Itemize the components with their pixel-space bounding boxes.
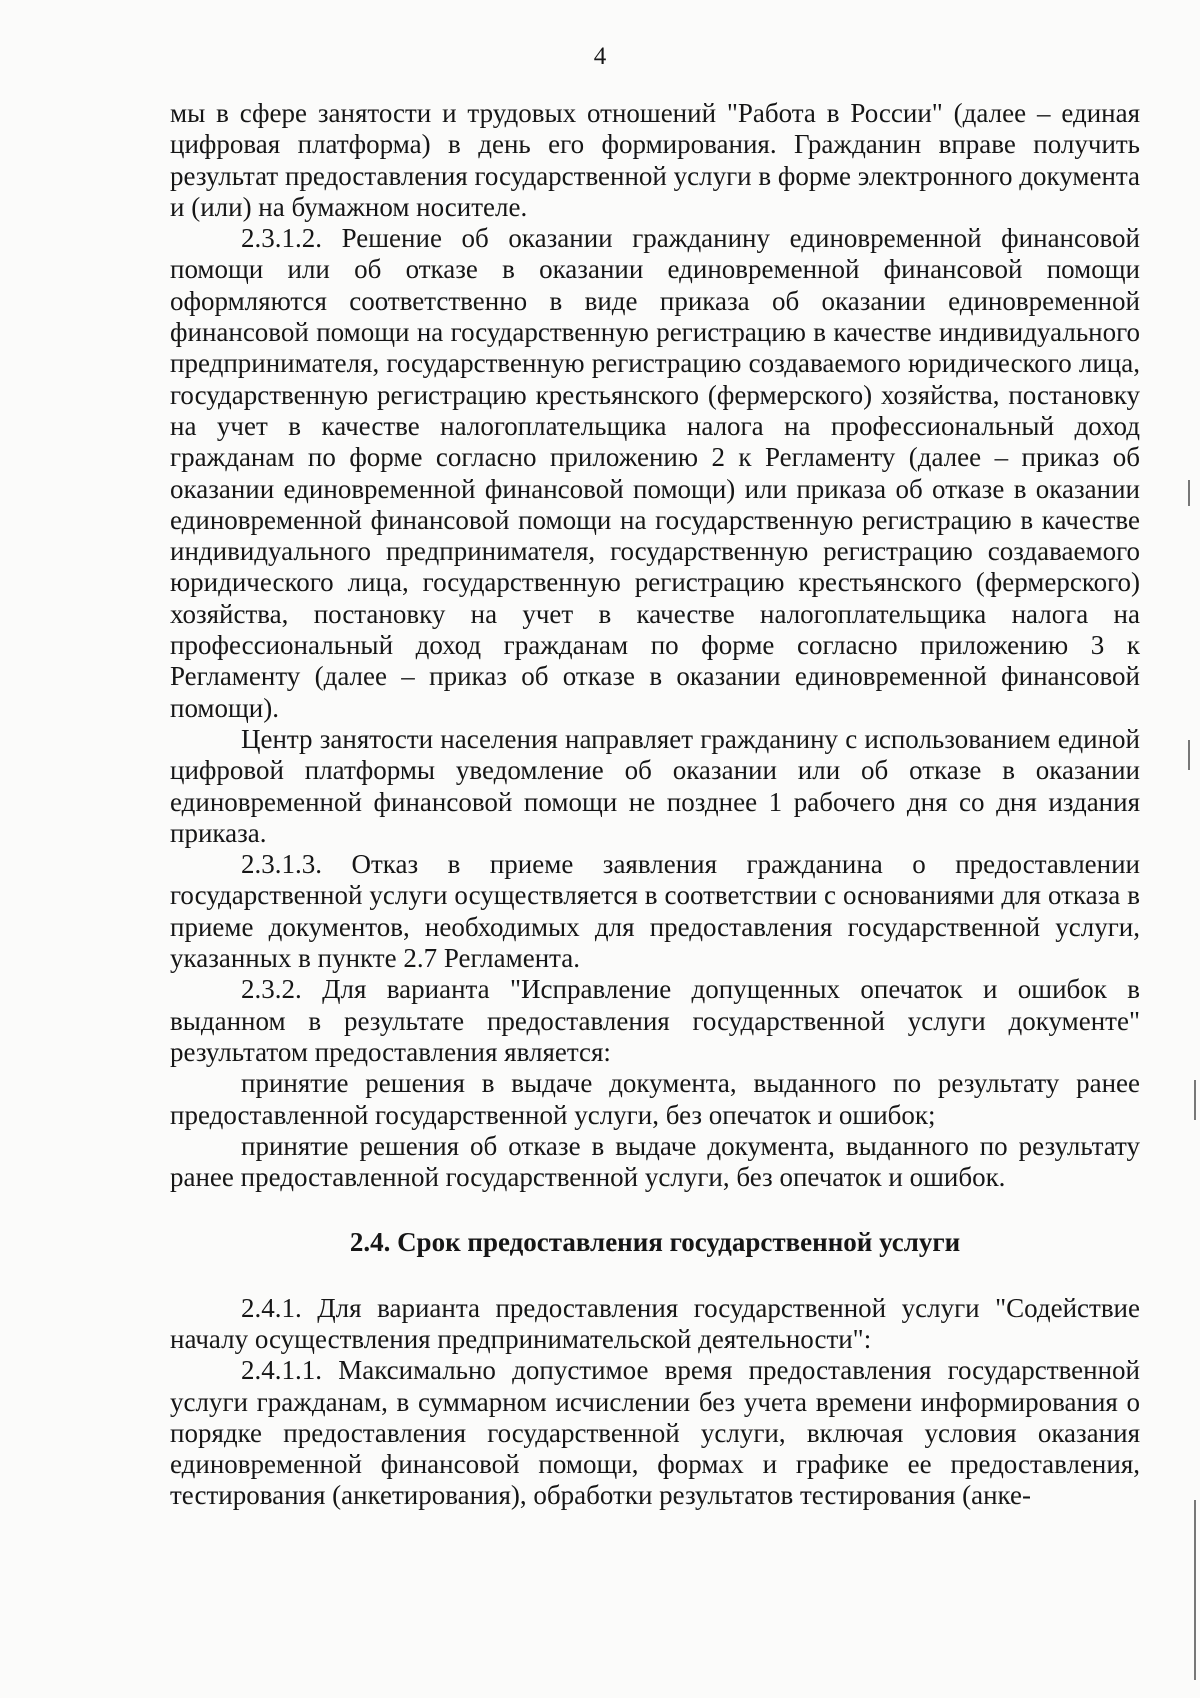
paragraph-2-3-2: 2.3.2. Для варианта "Исправление допущенных опечаток и ошибок в выданном в результате предоставления государственной услуги документе" результатом предоставления является: bbox=[170, 974, 1140, 1067]
paragraph-2-4-1: 2.4.1. Для варианта предоставления государственной услуги "Содействие началу осуществления предпринимательской деятельности": bbox=[170, 1292, 1140, 1354]
paragraph-decision-issue: принятие решения в выдаче документа, выданного по результату ранее предоставленной государственной услуги, без опечаток и ошибок; bbox=[170, 1068, 1140, 1130]
paragraph-2-3-1-3: 2.3.1.3. Отказ в приеме заявления гражданина о предоставлении государственной услуги осуществляется в соответствии с основаниями для отказа в приеме документов, необходимых для предоставления государственной услуги, указанных в пункте 2.7 Регламента. bbox=[170, 849, 1140, 974]
page-number: 4 bbox=[593, 43, 607, 70]
scan-edge-mark bbox=[1194, 1080, 1196, 1120]
paragraph-decision-refusal: принятие решения об отказе в выдаче документа, выданного по результату ранее предоставленной государственной услуги, без опечаток и ошибок. bbox=[170, 1130, 1140, 1193]
scan-edge-mark bbox=[1188, 740, 1190, 770]
paragraph-2-4-1-1: 2.4.1.1. Максимально допустимое время предоставления государственной услуги гражданам, в суммарном исчислении без учета времени информирования о порядке предоставления государственной услуги, включая условия оказания единовременной финансовой помощи, формах и графике ее предоставления, тестирования (анкетирования), обработки результатов тестирования (анке- bbox=[170, 1355, 1140, 1511]
scan-edge-mark bbox=[1188, 480, 1190, 506]
paragraph-notification: Центр занятости населения направляет гражданину с использованием единой цифровой платформы уведомление об оказании или об отказе в оказании единовременной финансовой помощи не позднее 1 рабочего дня со дня издания приказа. bbox=[170, 723, 1140, 848]
paragraph-continuation: мы в сфере занятости и трудовых отношений "Работа в России" (далее – единая цифровая платформа) в день его формирования. Гражданин вправе получить результат предоставления государственной услуги в форме электронного документа и (или) на бумажном носителе. bbox=[170, 98, 1141, 222]
document-body bbox=[170, 98, 1140, 1512]
paragraph-2-3-1-2: 2.3.1.2. Решение об оказании гражданину единовременной финансовой помощи или об отказе в оказании единовременной финансовой помощи оформляются соответственно в виде приказа об оказании единовременной финансовой помощи на государственную регистрацию в качестве индивидуального предпринимателя, государственную регистрацию создаваемого юридического лица, государственную регистрацию крестьянского (фермерского) хозяйства, постановку на учет в качестве налогоплательщика налога на профессиональный доход гражданам по форме согласно приложению 2 к Регламенту (далее – приказ об оказании единовременной финансовой помощи) или приказа об отказе в оказании единовременной финансовой помощи на государственную регистрацию в качестве индивидуального предпринимателя, государственную регистрацию создаваемого юридического лица, государственную регистрацию крестьянского (фермерского) хозяйства, постановку на учет в качестве налогоплательщика налога на профессиональный доход гражданам по форме согласно приложению 3 к Регламенту (далее – приказ об отказе в оказании единовременной финансовой помощи). bbox=[170, 223, 1140, 723]
scan-edge-mark bbox=[1194, 1500, 1196, 1680]
section-heading-2-4: 2.4. Срок предоставления государственной услуги bbox=[349, 1227, 961, 1258]
